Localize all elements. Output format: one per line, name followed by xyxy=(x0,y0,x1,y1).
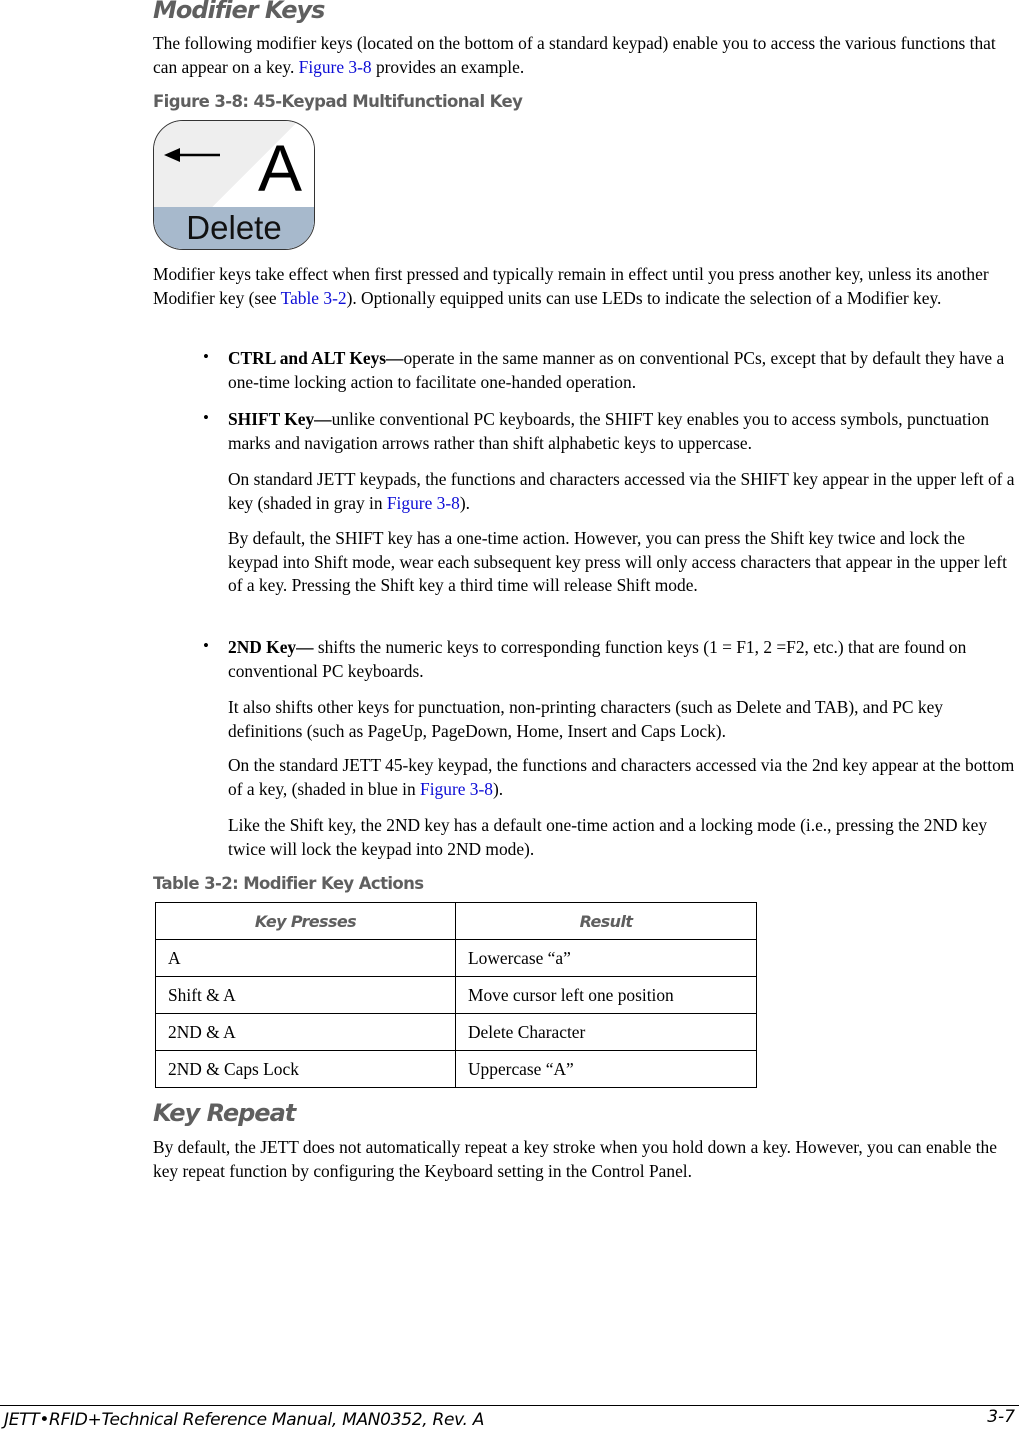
bullet-ctrl-alt xyxy=(203,347,1019,394)
table-row xyxy=(156,1014,757,1051)
table-caption: Table 3-2: Modifier Key Actions xyxy=(153,874,424,893)
intro-text: The following modifier keys (located on the bottom of a standard keypad) enable you to access the various functions that can appear on a key. xyxy=(153,33,996,77)
section-heading-modifier-keys: Modifier Keys xyxy=(153,0,325,24)
bullet-text xyxy=(228,408,1019,455)
table-cell: 2ND & A xyxy=(156,1014,456,1051)
2nd-subparagraph-2 xyxy=(228,754,1019,801)
dash: — xyxy=(296,637,318,657)
table-cell: A xyxy=(156,940,456,977)
shift-subparagraph-1 xyxy=(228,468,1019,515)
bullet-desc: unlike conventional PC keyboards, the SHIFT key enables you to access symbols, punctuation marks and navigation arrows rather than shift alphabetic keys to uppercase. xyxy=(228,409,990,453)
table-cell: Lowercase “a” xyxy=(456,940,757,977)
table-cell: Shift & A xyxy=(156,977,456,1014)
key-second-function-label: Delete xyxy=(154,207,314,249)
dash: — xyxy=(314,409,332,429)
table-cell: 2ND & Caps Lock xyxy=(156,1051,456,1088)
sub-text-end: ). xyxy=(459,492,470,513)
bullet-term: CTRL and ALT Keys xyxy=(228,348,387,368)
bullet-dot: • xyxy=(203,347,209,366)
table-cell: Uppercase “A” xyxy=(456,1051,757,1088)
bullet-term: SHIFT Key xyxy=(228,409,315,429)
multifunctional-key-figure xyxy=(153,120,315,250)
2nd-subparagraph-3: Like the Shift key, the 2ND key has a default one-time action and a locking mode (i.e., pressing the 2ND key twice will lock the keypad into 2ND mode). xyxy=(228,815,988,859)
bullet-shift xyxy=(203,408,1019,455)
shift-subparagraph-2: By default, the SHIFT key has a one-time action. However, you can press the Shift key twice and lock the keypad into Shift mode, wear each subsequent key press will only access characters that appear in the upper left of a key. Pressing the Shift key a third time will release Shift mode. xyxy=(228,528,1007,595)
figure-3-8-link[interactable]: Figure 3-8 xyxy=(386,492,460,513)
table-cell: Move cursor left one position xyxy=(456,977,757,1014)
intro-paragraph xyxy=(153,32,1003,79)
modifier-effect-paragraph xyxy=(153,263,1013,310)
left-arrow-icon xyxy=(164,145,220,165)
footer-divider xyxy=(0,1405,1019,1406)
key-primary-label: A xyxy=(257,131,302,205)
bullet-dot: • xyxy=(203,408,209,427)
bullet-term: 2ND Key xyxy=(228,637,297,657)
bullet-dot: • xyxy=(203,636,209,655)
2nd-subparagraph-1: It also shifts other keys for punctuation, non-printing characters (such as Delete and TAB), and PC key definitions (such as PageUp, PageDown, Home, Insert and Caps Lock). xyxy=(228,697,943,741)
sub-text: On the standard JETT 45-key keypad, the functions and characters accessed via the 2nd key appear at the bottom of a key, (shaded in blue in xyxy=(228,755,1015,799)
table-3-2-link[interactable]: Table 3-2 xyxy=(280,287,347,308)
key-repeat-paragraph: By default, the JETT does not automatically repeat a key stroke when you hold down a key. However, you can enable the key repeat function by configuring the Keyboard setting in the Control Panel. xyxy=(153,1137,997,1181)
figure-caption: Figure 3-8: 45-Keypad Multifunctional Key xyxy=(153,92,523,111)
dash: — xyxy=(386,348,404,368)
bullet-desc: shifts the numeric keys to corresponding function keys (1 = F1, 2 =F2, etc.) that are found on conventional PC keyboards. xyxy=(228,637,967,681)
bullet-desc: operate in the same manner as on conventional PCs, except that by default they have a one-time locking action to facilitate one-handed operation. xyxy=(228,348,1005,392)
sub-text: On standard JETT keypads, the functions and characters accessed via the SHIFT key appear in the upper left of a key (shaded in gray in xyxy=(228,469,1015,513)
page-number: 3-7 xyxy=(987,1407,1015,1427)
figure-3-8-link[interactable]: Figure 3-8 xyxy=(298,56,372,77)
table-row xyxy=(156,1051,757,1088)
sub-text-end: ). xyxy=(492,778,504,799)
modifier-key-actions-table xyxy=(155,902,757,1088)
column-header: Result xyxy=(456,903,757,940)
column-header: Key Presses xyxy=(156,903,456,940)
intro-text-end: provides an example. xyxy=(371,56,525,77)
footer-manual-title: JETT•RFID+Technical Reference Manual, MAN0352, Rev. A xyxy=(4,1410,485,1430)
bullet-text xyxy=(228,636,1019,683)
table-row xyxy=(156,940,757,977)
section-heading-key-repeat: Key Repeat xyxy=(153,1099,296,1127)
bullet-text xyxy=(228,347,1019,394)
table-row xyxy=(156,977,757,1014)
table-header-row xyxy=(156,903,757,940)
para2-text-end: ). Optionally equipped units can use LEDs to indicate the selection of a Modifier key. xyxy=(346,287,942,308)
table-cell: Delete Character xyxy=(456,1014,757,1051)
para2-text: Modifier keys take effect when first pressed and typically remain in effect until you press another key, unless its another Modifier key (see xyxy=(153,264,989,308)
figure-3-8-link[interactable]: Figure 3-8 xyxy=(420,778,493,799)
bullet-2nd xyxy=(203,636,1019,683)
